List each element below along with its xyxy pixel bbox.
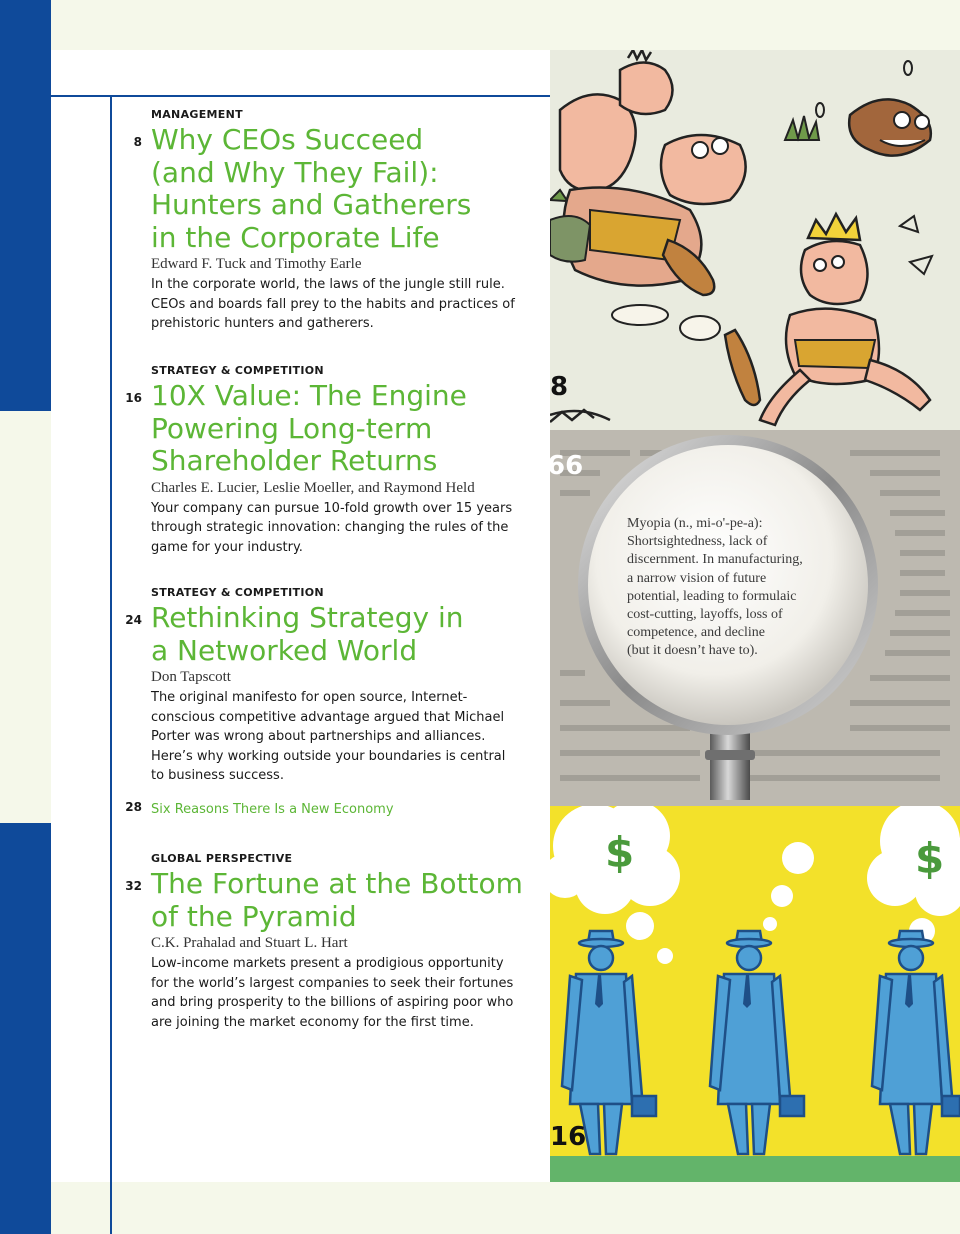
article-authors: Don Tapscott: [151, 669, 231, 685]
contents-item-new-economy[interactable]: [125, 798, 394, 817]
section-label: STRATEGY & COMPETITION: [151, 364, 324, 377]
section-label: MANAGEMENT: [151, 108, 243, 121]
dollar-icon: $: [605, 828, 635, 877]
article-bottom-of-pyramid[interactable]: [125, 852, 523, 1032]
image-page-label: 16: [550, 1122, 587, 1152]
page-number: 32: [125, 879, 142, 893]
magnifier-illustration: [550, 430, 960, 806]
article-rethinking-strategy[interactable]: [125, 586, 521, 786]
item-title-link[interactable]: Six Reasons There Is a New Economy: [151, 802, 394, 817]
myopia-definition: Myopia (n., mi-o'-pe-a): Shortsightedness, lack of discernment. In manufacturing, a narrow vision of future potential, leading to formulaic cost-cutting, layoffs, loss of competence, and decline (but it doesn’t have to).: [627, 516, 803, 659]
vertical-rule: [110, 95, 112, 1234]
image-page-label: 8: [550, 372, 569, 402]
article-headline[interactable]: The Fortune at the Bottom of the Pyramid: [151, 867, 523, 933]
page-number: 28: [125, 800, 142, 814]
dollar-icon: $: [915, 834, 945, 883]
page-number: 16: [125, 391, 142, 405]
page-number: 8: [133, 135, 142, 149]
article-authors: Edward F. Tuck and Timothy Earle: [151, 256, 362, 272]
article-ceos[interactable]: [133, 108, 521, 334]
cavemen-drawing: [550, 50, 960, 430]
article-description: Low-income markets present a prodigious opportunity for the world’s largest companies to seek their fortunes and bring prosperity to the billions of aspiring poor who are joining the market economy for the first time.: [151, 956, 514, 1030]
article-headline[interactable]: Why CEOs Succeed (and Why They Fail): Hunters and Gatherers in the Corporate Life: [151, 123, 472, 254]
article-description: Your company can pursue 10-fold growth over 15 years through strategic innovation: changing the rules of the game for your industry.: [151, 500, 513, 555]
article-headline[interactable]: Rethinking Strategy in a Networked World: [151, 601, 464, 667]
article-description: The original manifesto for open source, Internet- conscious competitive advantage argued that Michael Porter was wrong about partnerships and alliances. Here’s why working outside your boundaries is central to business success.: [151, 690, 506, 784]
section-label: GLOBAL PERSPECTIVE: [151, 852, 293, 865]
top-rule: [51, 95, 550, 97]
businessmen-illustration: [550, 806, 960, 1182]
article-authors: Charles E. Lucier, Leslie Moeller, and Raymond Held: [151, 479, 475, 496]
section-label: STRATEGY & COMPETITION: [151, 586, 324, 599]
cavemen-illustration: [550, 50, 960, 430]
image-page-label: 66: [547, 451, 584, 481]
blue-margin-block-bottom: [0, 823, 51, 1234]
blue-margin-block-top: [0, 0, 51, 411]
article-10x-value[interactable]: [125, 364, 521, 557]
article-authors: C.K. Prahalad and Stuart L. Hart: [151, 935, 348, 951]
businessmen-figures: [550, 806, 960, 1182]
article-headline[interactable]: 10X Value: The Engine Powering Long-term Shareholder Returns: [151, 379, 467, 477]
page-number: 24: [125, 613, 142, 627]
article-description: In the corporate world, the laws of the jungle still rule. CEOs and boards fall prey to the habits and practices of prehistoric hunters and gatherers.: [151, 277, 515, 332]
